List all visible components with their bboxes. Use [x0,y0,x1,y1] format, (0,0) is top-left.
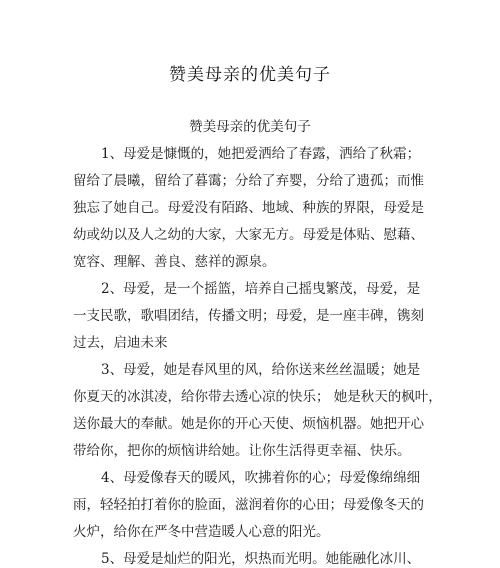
paragraph-line: 3、母爱，她是春风里的风，给你送来丝丝温暖；她是 [101,362,421,378]
document-title: 赞美母亲的优美句子 [169,65,331,85]
paragraph-line: 1、母爱是慷慨的，她把爱洒给了春露，洒给了秋霜； [101,146,421,162]
paragraph-line: 4、母爱像春天的暖风，吹拂着你的心；母爱像绵绵细 [101,470,421,486]
paragraph-line: 留给了晨曦，留给了暮霭；分给了弃婴，分给了遗孤；而惟 [73,173,424,189]
paragraph-line: 2、母爱，是一个摇篮，培养自己摇曳繁茂，母爱，是 [101,281,421,297]
document-subtitle: 赞美母亲的优美句子 [189,119,311,135]
paragraph-line: 幼或幼以及人之幼的大家，大家无方。母爱是体贴、慰藉、 [73,227,424,243]
paragraph-line: 5、母爱是灿烂的阳光，炽热而光明。她能融化冰川、 [101,551,421,567]
paragraph-line: 你夏天的冰淇凌，给你带去透心凉的快乐； 她是秋天的枫叶， [73,389,442,405]
paragraph-line: 送你最大的奉献。她是你的开心天使、烦恼机器。她把开心 [73,416,424,432]
paragraph-line: 独忘了她自己。母爱没有陌路、地域、种族的界限，母爱是 [73,200,424,216]
paragraph-line: 过去，启迪未来 [73,335,168,351]
paragraph-line: 火炉，给你在严冬中营造暖人心意的阳光。 [73,524,330,540]
paragraph-line: 带给你，把你的烦恼讲给她。让你生活得更幸福、快乐。 [73,443,411,459]
paragraph-line: 一支民歌，歌唱团结，传播文明；母爱，是一座丰碑，镌刻 [73,308,424,324]
paragraph-line: 宽容、理解、善良、慈祥的源泉。 [73,254,276,270]
paragraph-line: 雨，轻轻拍打着你的脸面，滋润着你的心田；母爱像冬天的 [73,497,424,513]
